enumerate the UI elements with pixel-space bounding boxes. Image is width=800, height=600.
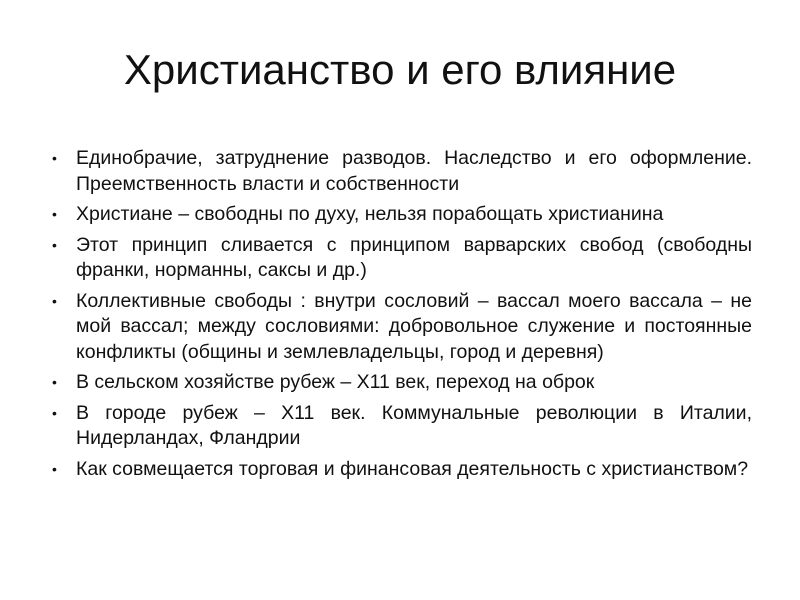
bullet-dot-icon: • (52, 206, 57, 222)
bullet-dot-icon: • (52, 374, 57, 390)
bullet-item (52, 401, 752, 452)
bullet-item (52, 289, 752, 366)
bullet-text: Коллективные свободы : внутри сословий – вассал моего вассала – не мой вассал; между сословиями: добровольное служение и постоянные конфликты (общины и землевладельцы, город и деревня) (76, 289, 752, 363)
bullet-text: Христиане – свободны по духу, нельзя порабощать христианина (76, 203, 664, 225)
bullet-item (52, 457, 752, 483)
bullet-dot-icon: • (52, 292, 57, 309)
bullet-item (52, 233, 752, 284)
bullet-item (52, 146, 752, 197)
bullet-dot-icon: • (52, 236, 57, 253)
bullet-dot-icon: • (52, 404, 57, 421)
bullet-dot-icon: • (52, 460, 57, 477)
slide-title: Христианство и его влияние (123, 46, 677, 93)
bullet-text: Единобрачие, затруднение разводов. Наследство и его оформление. Преемственность власти и собственности (76, 147, 752, 195)
bullet-item (52, 202, 752, 228)
bullet-text: В городе рубеж – Х11 век. Коммунальные революции в Италии, Нидерландах, Фландрии (76, 401, 752, 449)
bullet-text: В сельском хозяйстве рубеж – Х11 век, переход на оброк (76, 371, 595, 393)
bullet-text: Этот принцип сливается с принципом варварских свобод (свободны франки, норманны, саксы и др.) (76, 233, 752, 281)
bullet-text: Как совмещается торговая и финансовая деятельность с христианством? (76, 457, 749, 480)
bullet-list (52, 146, 752, 487)
bullet-dot-icon: • (52, 150, 57, 166)
bullet-item (52, 370, 752, 396)
